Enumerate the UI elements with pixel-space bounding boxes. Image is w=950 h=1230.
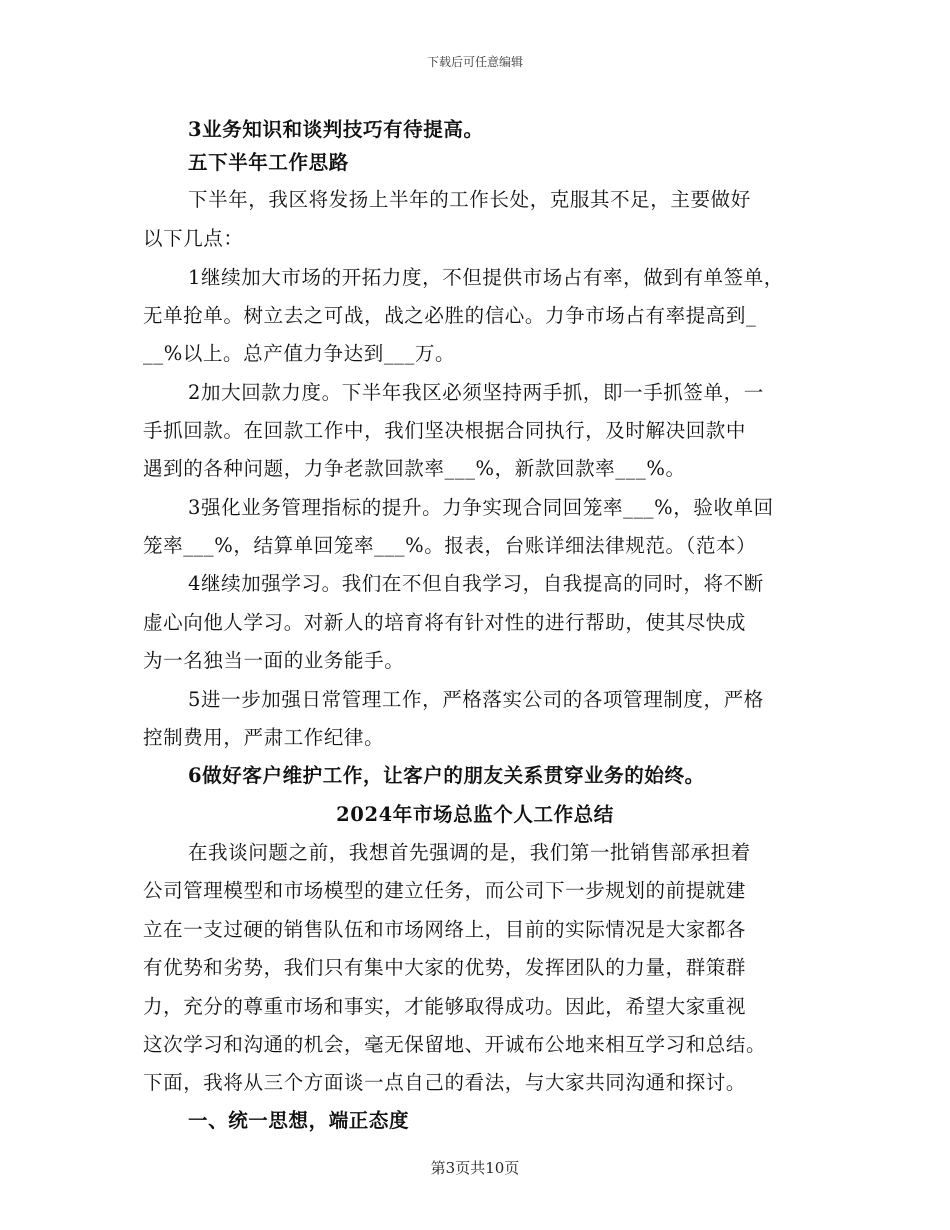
paragraph-line: 遇到的各种问题，力争老款回款率___%，新款回款率___%。	[143, 457, 686, 480]
paragraph-line: 公司管理模型和市场模型的建立任务，而公司下一步规划的前提就建	[143, 879, 747, 902]
item-3-weakness: 3业务知识和谈判技巧有待提高。	[188, 118, 484, 141]
paragraph-line: 为一名独当一面的业务能手。	[143, 649, 405, 672]
section-5-heading: 五下半年工作思路	[188, 151, 349, 174]
paragraph-line: 2加大回款力度。下半年我区必须坚持两手抓，即一手抓签单，一	[188, 381, 764, 404]
paragraph-line: 力，充分的尊重市场和事实，才能够取得成功。因此，希望大家重视	[143, 995, 747, 1018]
section-1-heading: 一、统一思想，端正态度	[188, 1109, 410, 1132]
paragraph-line: 无单抢单。树立去之可战，战之必胜的信心。力争市场占有率提高到_	[143, 304, 757, 327]
page-number: 第3页共10页	[430, 1159, 520, 1177]
paragraph-line: 3强化业务管理指标的提升。力争实现合同回笼率___%，验收单回	[188, 496, 774, 519]
paragraph-line: 1继续加大市场的开拓力度，不但提供市场占有率，做到有单签单，	[188, 266, 784, 289]
paragraph-line: 下面，我将从三个方面谈一点自己的看法，与大家共同沟通和探讨。	[143, 1071, 747, 1094]
paragraph-line: 在我谈问题之前，我想首先强调的是，我们第一批销售部承担着	[188, 841, 751, 864]
paragraph-line: 笼率___%，结算单回笼率___%。报表，台账详细法律规范。（范本）	[143, 534, 757, 557]
paragraph-line: 手抓回款。在回款工作中，我们坚决根据合同执行，及时解决回款中	[143, 419, 747, 442]
paragraph-line: __%以上。总产值力争达到___万。	[143, 342, 456, 365]
paragraph-line: 5进一步加强日常管理工作，严格落实公司的各项管理制度，严格	[188, 688, 764, 711]
page-header-note: 下载后可任意编辑	[426, 55, 523, 69]
paragraph-line: 4继续加强学习。我们在不但自我学习，自我提高的同时，将不断	[188, 572, 764, 595]
paragraph-line: 有优势和劣势，我们只有集中大家的优势，发挥团队的力量，群策群	[143, 956, 747, 979]
paragraph-line: 控制费用，严肃工作纪律。	[143, 726, 385, 749]
paragraph-line: 这次学习和沟通的机会，毫无保留地、开诚布公地来相互学习和总结。	[143, 1033, 767, 1056]
item-6-heading: 6做好客户维护工作，让客户的朋友关系贯穿业务的始终。	[188, 764, 705, 787]
paragraph-line: 立在一支过硬的销售队伍和市场网络上，目前的实际情况是大家都各	[143, 918, 747, 941]
paragraph-line: 以下几点：	[143, 227, 244, 250]
paragraph-line: 虚心向他人学习。对新人的培育将有针对性的进行帮助，使其尽快成	[143, 611, 747, 634]
document-title: 2024年市场总监个人工作总结	[336, 803, 614, 826]
paragraph-line: 下半年，我区将发扬上半年的工作长处，克服其不足，主要做好	[188, 188, 751, 211]
